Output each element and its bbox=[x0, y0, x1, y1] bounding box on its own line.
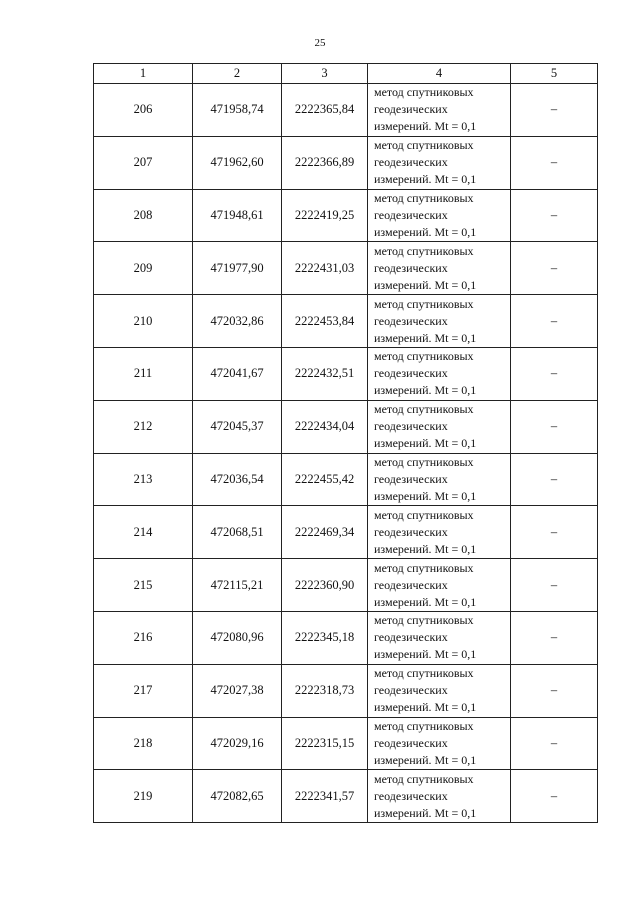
method-line: геодезических bbox=[374, 735, 448, 750]
method-line: измерений. Mt = 0,1 bbox=[374, 488, 477, 503]
method-line: геодезических bbox=[374, 366, 448, 381]
method-line: метод спутниковых bbox=[374, 771, 474, 786]
column-5-cell: – bbox=[511, 136, 598, 189]
y-coordinate-cell: 2222434,04 bbox=[282, 400, 368, 453]
method-line: метод спутниковых bbox=[374, 454, 474, 469]
method-line: метод спутниковых bbox=[374, 666, 474, 681]
method-line: измерений. Mt = 0,1 bbox=[374, 700, 477, 715]
method-cell bbox=[368, 295, 511, 348]
point-number-cell: 211 bbox=[94, 347, 193, 400]
method-line: геодезических bbox=[374, 471, 448, 486]
x-coordinate-cell: 472036,54 bbox=[193, 453, 282, 506]
method-line: геодезических bbox=[374, 313, 448, 328]
point-number-cell: 215 bbox=[94, 559, 193, 612]
column-5-cell: – bbox=[511, 506, 598, 559]
y-coordinate-cell: 2222431,03 bbox=[282, 242, 368, 295]
column-5-cell: – bbox=[511, 84, 598, 137]
point-number-cell: 210 bbox=[94, 295, 193, 348]
table-row bbox=[94, 770, 598, 823]
table-row bbox=[94, 84, 598, 137]
table-row bbox=[94, 295, 598, 348]
point-number-cell: 214 bbox=[94, 506, 193, 559]
column-5-cell: – bbox=[511, 189, 598, 242]
method-line: геодезических bbox=[374, 630, 448, 645]
method-line: геодезических bbox=[374, 260, 448, 275]
method-cell bbox=[368, 242, 511, 295]
y-coordinate-cell: 2222366,89 bbox=[282, 136, 368, 189]
point-number-cell: 206 bbox=[94, 84, 193, 137]
x-coordinate-cell: 472041,67 bbox=[193, 347, 282, 400]
method-line: измерений. Mt = 0,1 bbox=[374, 330, 477, 345]
x-coordinate-cell: 472029,16 bbox=[193, 717, 282, 770]
method-line: метод спутниковых bbox=[374, 349, 474, 364]
page-number: 25 bbox=[314, 37, 326, 49]
y-coordinate-cell: 2222469,34 bbox=[282, 506, 368, 559]
x-coordinate-cell: 471977,90 bbox=[193, 242, 282, 295]
table-row bbox=[94, 664, 598, 717]
point-number-cell: 212 bbox=[94, 400, 193, 453]
point-number-cell: 213 bbox=[94, 453, 193, 506]
method-cell bbox=[368, 453, 511, 506]
point-number-cell: 208 bbox=[94, 189, 193, 242]
method-cell bbox=[368, 770, 511, 823]
method-line: метод спутниковых bbox=[374, 138, 474, 153]
y-coordinate-cell: 2222419,25 bbox=[282, 189, 368, 242]
table-row bbox=[94, 347, 598, 400]
table-row bbox=[94, 453, 598, 506]
method-line: геодезических bbox=[374, 577, 448, 592]
method-line: метод спутниковых bbox=[374, 613, 474, 628]
method-line: метод спутниковых bbox=[374, 190, 474, 205]
method-line: метод спутниковых bbox=[374, 243, 474, 258]
method-line: измерений. Mt = 0,1 bbox=[374, 541, 477, 556]
table-row bbox=[94, 400, 598, 453]
x-coordinate-cell: 472027,38 bbox=[193, 664, 282, 717]
x-coordinate-cell: 472082,65 bbox=[193, 770, 282, 823]
method-cell bbox=[368, 347, 511, 400]
column-5-cell: – bbox=[511, 347, 598, 400]
method-line: измерений. Mt = 0,1 bbox=[374, 752, 477, 767]
method-cell bbox=[368, 189, 511, 242]
column-5-cell: – bbox=[511, 453, 598, 506]
point-number-cell: 207 bbox=[94, 136, 193, 189]
column-5-cell: – bbox=[511, 400, 598, 453]
method-line: метод спутниковых bbox=[374, 85, 474, 100]
column-5-cell: – bbox=[511, 611, 598, 664]
table-row bbox=[94, 506, 598, 559]
method-line: измерений. Mt = 0,1 bbox=[374, 277, 477, 292]
method-line: геодезических bbox=[374, 155, 448, 170]
point-number-cell: 209 bbox=[94, 242, 193, 295]
x-coordinate-cell: 472115,21 bbox=[193, 559, 282, 612]
table-header bbox=[94, 64, 598, 84]
x-coordinate-cell: 472045,37 bbox=[193, 400, 282, 453]
header-col-1: 1 bbox=[94, 64, 193, 84]
method-line: измерений. Mt = 0,1 bbox=[374, 436, 477, 451]
point-number-cell: 218 bbox=[94, 717, 193, 770]
point-number-cell: 216 bbox=[94, 611, 193, 664]
method-line: геодезических bbox=[374, 207, 448, 222]
method-line: геодезических bbox=[374, 419, 448, 434]
method-cell bbox=[368, 611, 511, 664]
table-row bbox=[94, 611, 598, 664]
x-coordinate-cell: 472068,51 bbox=[193, 506, 282, 559]
table-row bbox=[94, 136, 598, 189]
header-col-3: 3 bbox=[282, 64, 368, 84]
header-col-2: 2 bbox=[193, 64, 282, 84]
method-cell bbox=[368, 400, 511, 453]
method-line: геодезических bbox=[374, 524, 448, 539]
point-number-cell: 217 bbox=[94, 664, 193, 717]
column-5-cell: – bbox=[511, 242, 598, 295]
method-cell bbox=[368, 559, 511, 612]
x-coordinate-cell: 471948,61 bbox=[193, 189, 282, 242]
method-line: метод спутниковых bbox=[374, 560, 474, 575]
table-body bbox=[94, 84, 598, 823]
method-cell bbox=[368, 84, 511, 137]
column-5-cell: – bbox=[511, 295, 598, 348]
table-row bbox=[94, 242, 598, 295]
method-line: измерений. Mt = 0,1 bbox=[374, 805, 477, 820]
y-coordinate-cell: 2222455,42 bbox=[282, 453, 368, 506]
method-line: геодезических bbox=[374, 102, 448, 117]
header-row bbox=[94, 64, 598, 84]
column-5-cell: – bbox=[511, 559, 598, 612]
y-coordinate-cell: 2222318,73 bbox=[282, 664, 368, 717]
method-cell bbox=[368, 717, 511, 770]
y-coordinate-cell: 2222432,51 bbox=[282, 347, 368, 400]
y-coordinate-cell: 2222345,18 bbox=[282, 611, 368, 664]
header-col-5: 5 bbox=[511, 64, 598, 84]
method-line: метод спутниковых bbox=[374, 718, 474, 733]
y-coordinate-cell: 2222341,57 bbox=[282, 770, 368, 823]
method-cell bbox=[368, 136, 511, 189]
method-line: измерений. Mt = 0,1 bbox=[374, 594, 477, 609]
method-line: измерений. Mt = 0,1 bbox=[374, 119, 477, 134]
method-line: измерений. Mt = 0,1 bbox=[374, 172, 477, 187]
method-line: метод спутниковых bbox=[374, 296, 474, 311]
table-row bbox=[94, 559, 598, 612]
method-line: измерений. Mt = 0,1 bbox=[374, 383, 477, 398]
method-cell bbox=[368, 664, 511, 717]
y-coordinate-cell: 2222365,84 bbox=[282, 84, 368, 137]
y-coordinate-cell: 2222453,84 bbox=[282, 295, 368, 348]
x-coordinate-cell: 471958,74 bbox=[193, 84, 282, 137]
column-5-cell: – bbox=[511, 717, 598, 770]
header-col-4: 4 bbox=[368, 64, 511, 84]
table-row bbox=[94, 189, 598, 242]
method-line: измерений. Mt = 0,1 bbox=[374, 224, 477, 239]
method-line: метод спутниковых bbox=[374, 402, 474, 417]
table-row bbox=[94, 717, 598, 770]
point-number-cell: 219 bbox=[94, 770, 193, 823]
column-5-cell: – bbox=[511, 664, 598, 717]
x-coordinate-cell: 471962,60 bbox=[193, 136, 282, 189]
method-cell bbox=[368, 506, 511, 559]
coordinates-table bbox=[93, 63, 598, 823]
method-line: геодезических bbox=[374, 788, 448, 803]
x-coordinate-cell: 472032,86 bbox=[193, 295, 282, 348]
method-line: измерений. Mt = 0,1 bbox=[374, 647, 477, 662]
method-line: геодезических bbox=[374, 683, 448, 698]
y-coordinate-cell: 2222360,90 bbox=[282, 559, 368, 612]
x-coordinate-cell: 472080,96 bbox=[193, 611, 282, 664]
y-coordinate-cell: 2222315,15 bbox=[282, 717, 368, 770]
method-line: метод спутниковых bbox=[374, 507, 474, 522]
column-5-cell: – bbox=[511, 770, 598, 823]
